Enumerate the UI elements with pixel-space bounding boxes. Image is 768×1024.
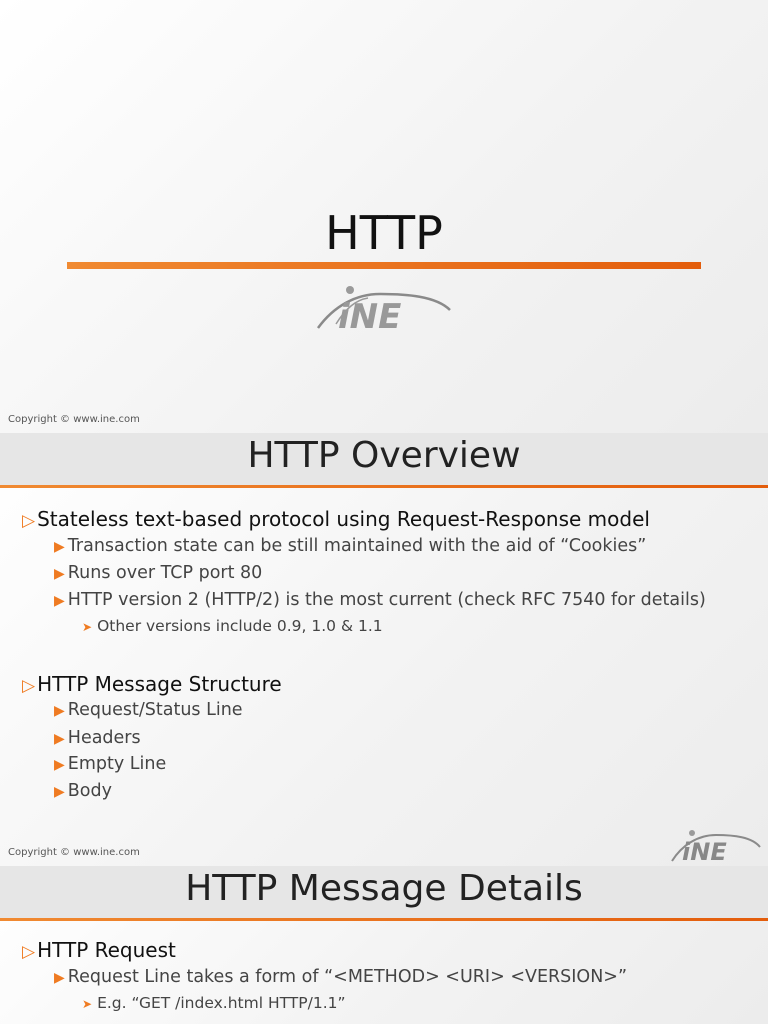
triangle-solid-icon: ▶: [54, 703, 65, 719]
copyright-text: Copyright © www.ine.com: [8, 847, 140, 858]
svg-text:iNE: iNE: [338, 297, 402, 332]
bullet-level2: ▶ Body: [54, 781, 112, 801]
triangle-solid-icon: ▶: [54, 970, 65, 986]
bullet-level3: ➤ E.g. “GET /index.html HTTP/1.1”: [82, 994, 346, 1012]
bullet-level1: ▷ Stateless text-based protocol using Request-Response model: [22, 507, 650, 531]
ine-logo: [670, 829, 762, 863]
overview-slide: [0, 433, 768, 866]
bullet-level1: ▷ HTTP Request: [22, 938, 176, 962]
header-underline: [0, 485, 768, 488]
bullet-level2: ▶ Headers: [54, 728, 141, 748]
bullet-level2: ▶ Request/Status Line: [54, 700, 243, 720]
chevron-right-icon: ➤: [82, 997, 93, 1011]
bullet-level2: ▶ Runs over TCP port 80: [54, 563, 263, 583]
bullet-level1: ▷ HTTP Message Structure: [22, 672, 282, 696]
bullet-level3: ➤ Other versions include 0.9, 1.0 & 1.1: [82, 617, 383, 635]
triangle-solid-icon: ▶: [54, 784, 65, 800]
triangle-solid-icon: ▶: [54, 539, 65, 555]
chevron-right-icon: ➤: [82, 620, 93, 634]
triangle-solid-icon: ▶: [54, 593, 65, 609]
svg-text:iNE: iNE: [682, 838, 727, 863]
triangle-outline-icon: ▷: [22, 511, 36, 531]
triangle-solid-icon: ▶: [54, 566, 65, 582]
header-underline: [0, 918, 768, 921]
triangle-outline-icon: ▷: [22, 942, 36, 962]
slide-title: HTTP Message Details: [185, 868, 583, 909]
title-underline: [67, 262, 701, 269]
copyright-text: Copyright © www.ine.com: [8, 414, 140, 425]
bullet-level2: ▶ Empty Line: [54, 754, 167, 774]
title-slide: [0, 0, 768, 433]
slide-title: HTTP Overview: [247, 435, 521, 476]
message-details-slide: [0, 866, 768, 1024]
bullet-level2: ▶ Request Line takes a form of “<METHOD> <URI> <VERSION>”: [54, 967, 628, 987]
bullet-level2: ▶ HTTP version 2 (HTTP/2) is the most current (check RFC 7540 for details): [54, 590, 706, 610]
bullet-level2: ▶ Transaction state can be still maintained with the aid of “Cookies”: [54, 536, 647, 556]
triangle-solid-icon: ▶: [54, 757, 65, 773]
triangle-outline-icon: ▷: [22, 676, 36, 696]
slide-title: HTTP: [325, 206, 443, 260]
ine-logo: [316, 284, 452, 332]
triangle-solid-icon: ▶: [54, 731, 65, 747]
